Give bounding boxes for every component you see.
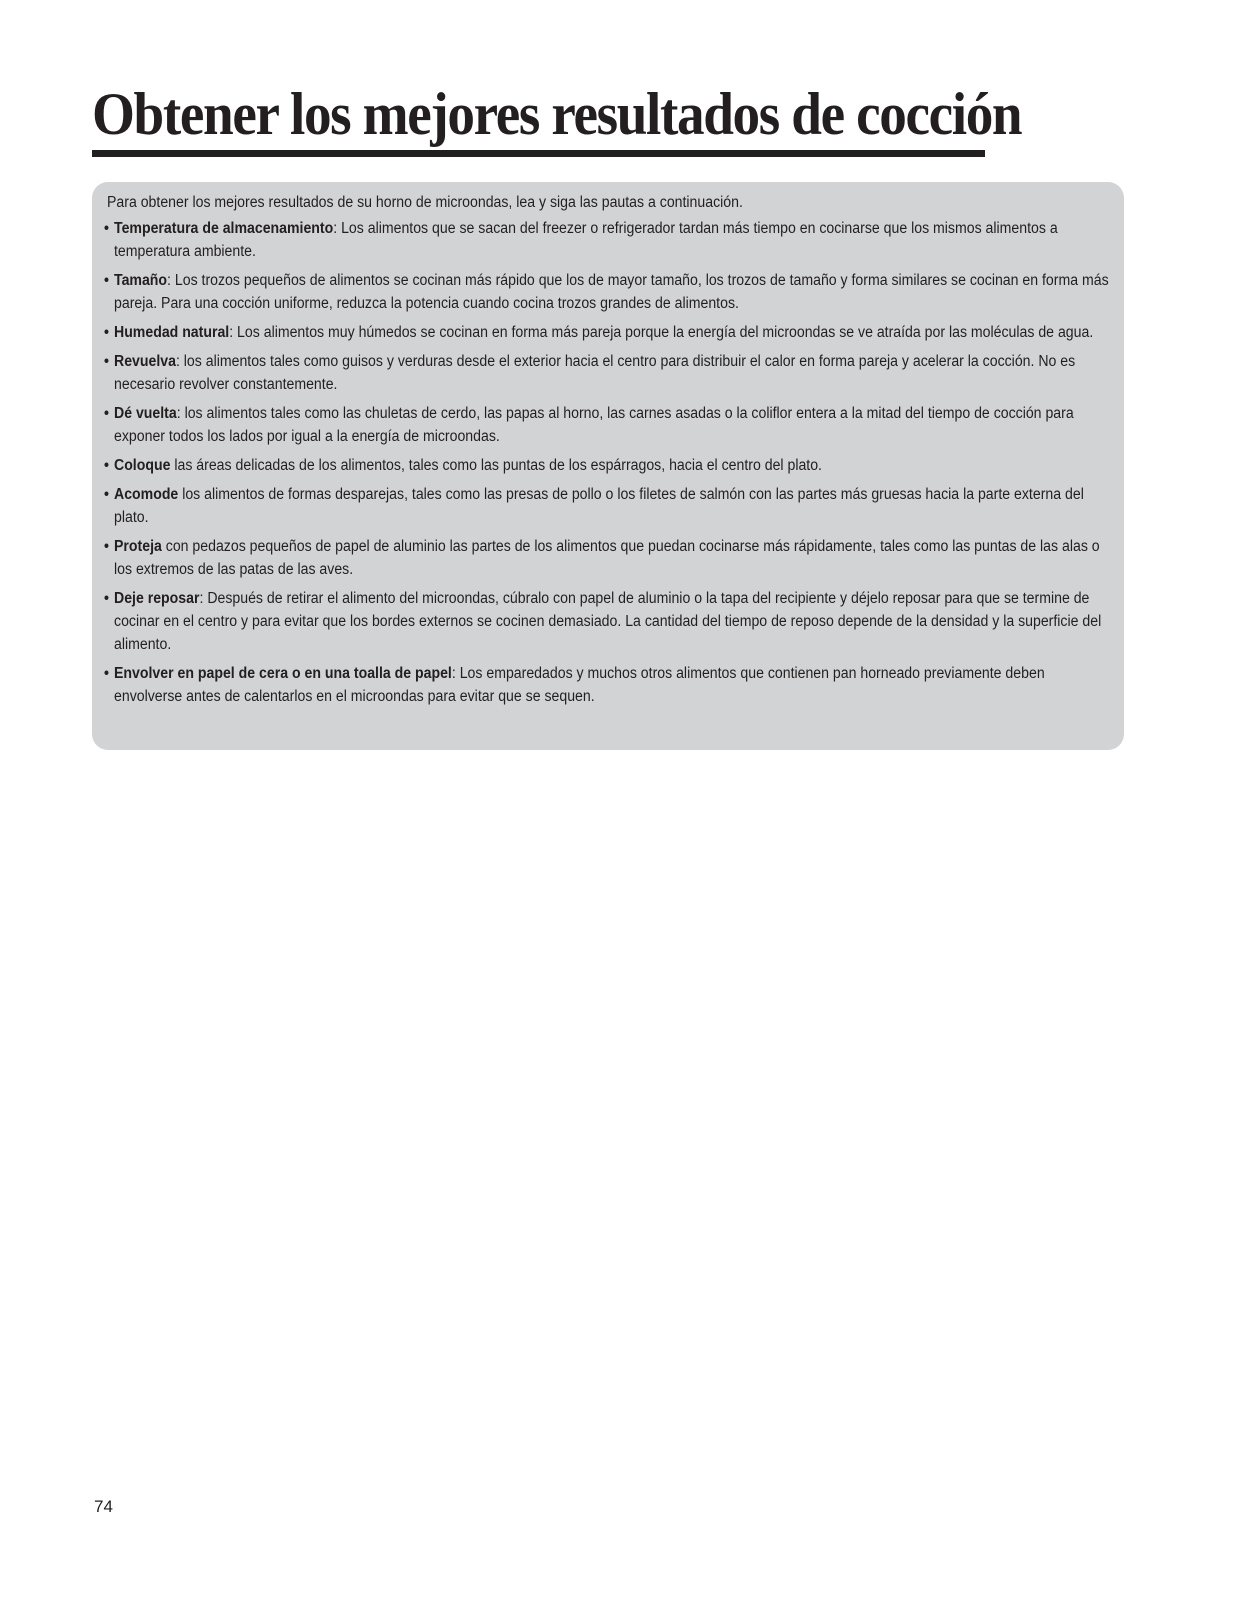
tip-text: : Los alimentos muy húmedos se cocinan en forma más pareja porque la energía del microondas se ve atraída por las moléculas de agua. [229, 324, 1094, 341]
bullet-icon: • [104, 486, 109, 503]
bullet-icon: • [104, 324, 109, 341]
tip-term: Temperatura de almacenamiento [114, 220, 334, 237]
bullet-icon: • [104, 457, 109, 474]
tip-term: Tamaño [114, 272, 168, 289]
tip-term: Coloque [114, 457, 171, 474]
tip-term: Dé vuelta [114, 405, 177, 422]
tip-natural-moisture [104, 321, 1110, 344]
bullet-icon: • [104, 590, 109, 607]
tip-term: Envolver en papel de cera o en una toalla de papel [114, 665, 452, 682]
title-underline [92, 150, 985, 157]
tip-text: : los alimentos tales como las chuletas de cerdo, las papas al horno, las carnes asadas o la coliflor entera a la mitad del tiempo de cocción para exponer todos los lados por igual a la energía de microondas. [114, 405, 1074, 445]
tip-text: las áreas delicadas de los alimentos, tales como las puntas de los espárragos, hacia el centro del plato. [170, 457, 822, 474]
bullet-icon: • [104, 272, 109, 289]
tip-wrap [104, 662, 1110, 708]
bullet-icon: • [104, 220, 109, 237]
tips-list [104, 217, 1112, 708]
bullet-icon: • [104, 405, 109, 422]
tip-term: Acomode [114, 486, 179, 503]
tip-let-stand [104, 587, 1110, 656]
intro-text: Para obtener los mejores resultados de su horno de microondas, lea y siga las pautas a continuación. [107, 194, 743, 211]
tip-turn-over [104, 402, 1110, 448]
tip-text: : Los trozos pequeños de alimentos se cocinan más rápido que los de mayor tamaño, los trozos de tamaño y forma similares se cocinan en forma más pareja. Para una cocción uniforme, reduzca la potencia cuando cocina trozos grandes de alimentos. [114, 272, 1109, 312]
cooking-tips-box [92, 182, 1124, 750]
tip-stir [104, 350, 1110, 396]
tip-text: : Los emparedados y muchos otros alimentos que contienen pan horneado previamente deben envolverse antes de calentarlos en el microondas para evitar que se sequen. [114, 665, 1045, 705]
tip-size [104, 269, 1110, 315]
tip-arrange [104, 483, 1110, 529]
tip-place [104, 454, 1110, 477]
bullet-icon: • [104, 538, 109, 555]
bullet-icon: • [104, 353, 109, 370]
tip-shield [104, 535, 1110, 581]
tip-term: Humedad natural [114, 324, 230, 341]
tip-storage-temperature [104, 217, 1110, 263]
tip-text: : Los alimentos que se sacan del freezer o refrigerador tardan más tiempo en cocinarse que los mismos alimentos a temperatura ambiente. [114, 220, 1058, 260]
tip-text: : los alimentos tales como guisos y verduras desde el exterior hacia el centro para distribuir el calor en forma pareja y acelerar la cocción. No es necesario revolver constantemente. [114, 353, 1076, 393]
tip-text: : Después de retirar el alimento del microondas, cúbralo con papel de aluminio o la tapa del recipiente y déjelo reposar para que se termine de cocinar en el centro y para evitar que los bordes externos se cocinen demasiado. La cantidad del tiempo de reposo depende de la densidad y la superficie del alimento. [114, 590, 1102, 653]
tip-term: Revuelva [114, 353, 176, 370]
bullet-icon: • [104, 665, 109, 682]
tip-text: los alimentos de formas desparejas, tales como las presas de pollo o los filetes de salmón con las partes más gruesas hacia la parte externa del plato. [114, 486, 1084, 526]
tip-term: Deje reposar [114, 590, 200, 607]
tip-text: con pedazos pequeños de papel de aluminio las partes de los alimentos que puedan cocinarse más rápidamente, tales como las puntas de las alas o los extremos de las patas de las aves. [114, 538, 1100, 578]
page-number: 74 [94, 1497, 113, 1516]
page-title: Obtener los mejores resultados de cocción [92, 81, 1022, 147]
tip-term: Proteja [114, 538, 162, 555]
